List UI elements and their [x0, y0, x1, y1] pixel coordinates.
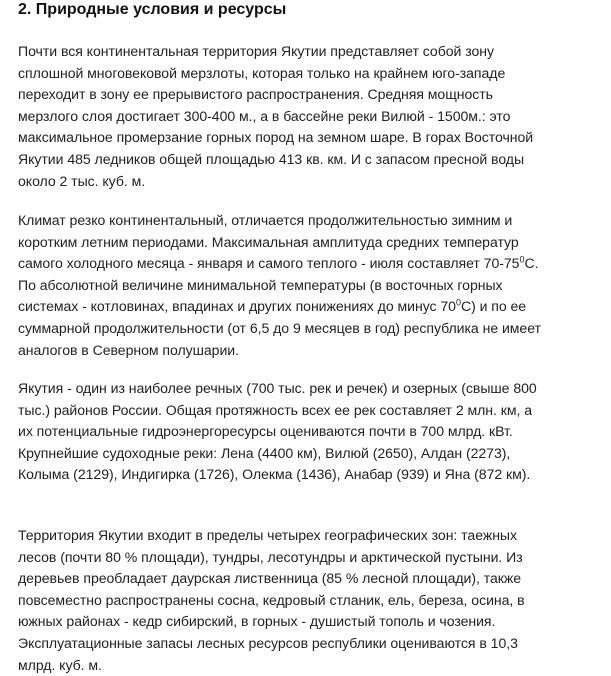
text-line: максимальное промерзание горных пород на земном шаре. В горах Восточной: [18, 129, 534, 146]
text-fragment: С.: [524, 255, 539, 272]
text-line: южных районах - кедр сибирский, в горных - душистый тополь и чозения.: [18, 613, 496, 630]
paragraph-forests: [0, 525, 525, 676]
text-line: около 2 тыс. куб. м.: [18, 172, 146, 189]
text-line: млрд. куб. м.: [18, 656, 102, 673]
degree-superscript: 0: [519, 254, 525, 265]
text-line: их потенциальные гидроэнергоресурсы оцениваются почти в 700 млрд. кВт.: [18, 423, 513, 440]
text-line: мерзлого слоя достигает 300-400 м., а в бассейне реки Вилюй - 1500м.: это: [18, 107, 511, 124]
text-line: лесов (почти 80 % площади), тундры, лесотундры и арктической пустыни. Из: [18, 548, 523, 565]
text-line: коротким летним периодами. Максимальная амплитуда средних температур: [18, 233, 519, 250]
text-line: повсеместно распространены сосна, кедровый стланик, ель, береза, осина, в: [18, 591, 525, 608]
text-line: Почти вся континентальная территория Якутии представляет собой зону: [18, 43, 494, 59]
text-line: [18, 296, 541, 318]
text-line: сплошной многовековой мерзлоты, которая только на крайнем юго-западе: [18, 64, 506, 81]
text-line: По абсолютной величине минимальной температуры (в восточных горных: [18, 276, 503, 293]
paragraph-rivers: [0, 378, 537, 486]
text-line: Крупнейшие судоходные реки: Лена (4400 км), Вилюй (2650), Алдан (2273),: [18, 444, 511, 461]
paragraph-permafrost: [0, 41, 533, 192]
text-line: [18, 253, 541, 275]
section-heading: 2. Природные условия и ресурсы: [18, 1, 287, 18]
text-line: Эксплуатационные запасы лесных ресурсов республики оцениваются в 10,3: [18, 634, 518, 651]
text-line: переходит в зону ее прерывистого распространения. Средняя мощность: [18, 86, 493, 103]
text-line: тыс.) районов России. Общая протяжность всех ее рек составляет 2 млн. км, а: [18, 401, 533, 418]
text-line: Территория Якутии входит в пределы четырех географических зон: таежных: [18, 527, 518, 543]
text-line: Якутии 485 ледников общей площадью 413 кв. км. И с запасом пресной воды: [18, 150, 525, 167]
text-line: Якутия - один из наиболее речных (700 тыс. рек и речек) и озерных (свыше 800: [18, 380, 537, 396]
text-line: аналогов в Северном полушарии.: [18, 341, 239, 358]
text-fragment: самого холодного месяца - января и самого теплого - июля составляет 70-75: [18, 255, 520, 272]
text-line: Климат резко континентальный, отличается продолжительностью зимним и: [18, 212, 513, 228]
text-line: деревьев преобладает даурская лиственница (85 % лесной площади), также: [18, 570, 522, 587]
text-line: Колыма (2129), Индигирка (1726), Олекма (1436), Анабар (939) и Яна (872 км).: [18, 466, 531, 483]
text-fragment: С) и по ее: [460, 298, 527, 315]
paragraph-climate: [0, 210, 541, 361]
text-line: суммарной продолжительности (от 6,5 до 9 месяцев в год) республика не имеет: [18, 319, 541, 336]
degree-superscript: 0: [455, 297, 461, 308]
text-fragment: системах - котловинах, впадинах и других понижениях до минус 70: [18, 298, 456, 315]
